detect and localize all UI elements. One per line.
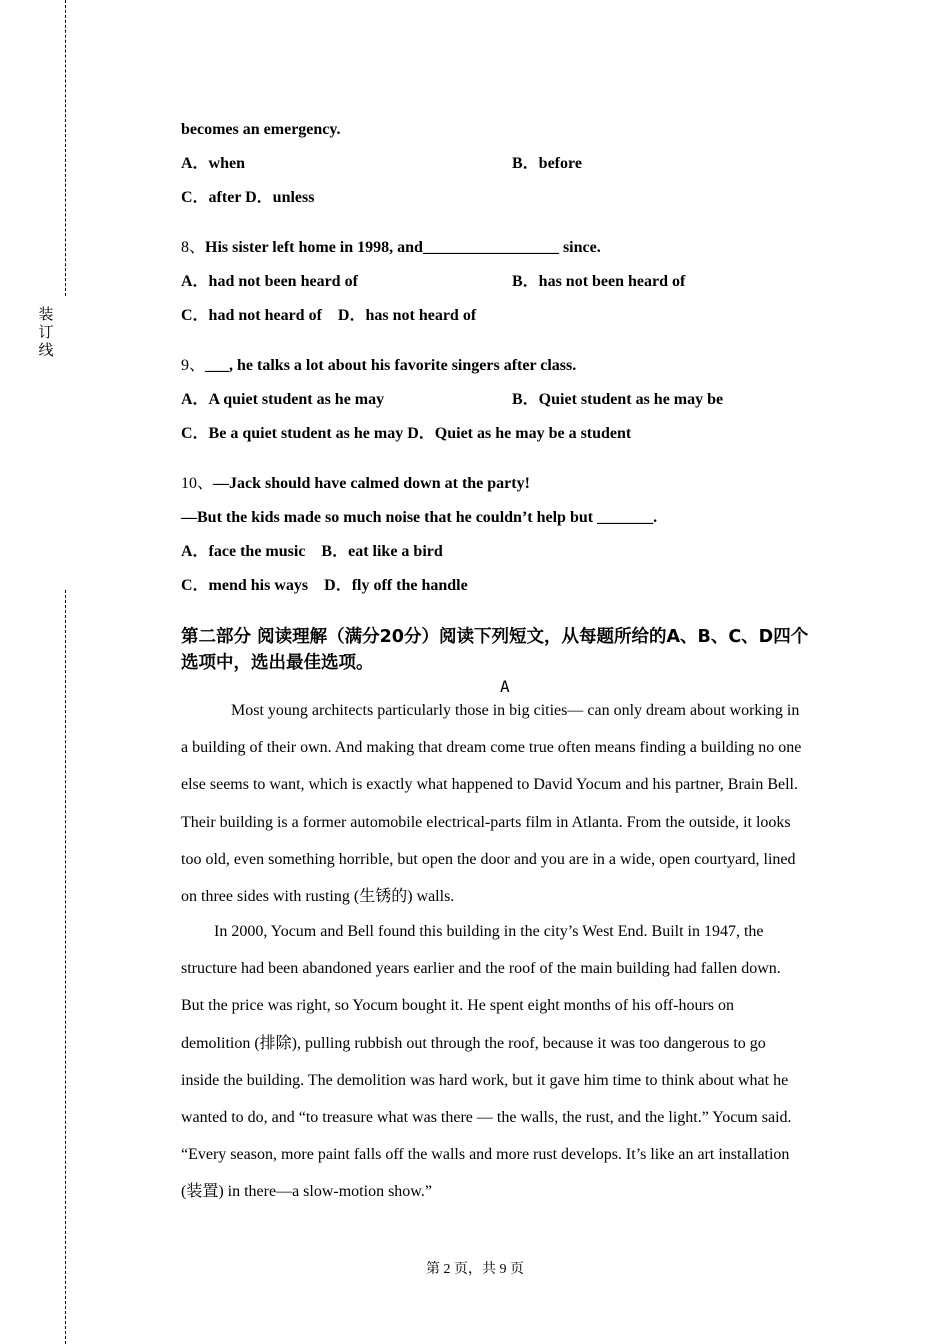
passage-line: In 2000, Yocum and Bell found this building in the city’s West End. Built in 1947, the — [214, 923, 764, 940]
q8-option-b[interactable]: B．has not been heard of — [512, 273, 686, 290]
page-footer: 第 2 页，共 9 页 — [426, 1262, 524, 1277]
passage-paragraph-2 — [181, 913, 841, 1211]
q10-number: 10、 — [181, 475, 214, 492]
passage-line: a building of their own. And making that dream come true often means finding a building no one — [181, 739, 802, 757]
q9-stem — [181, 356, 576, 376]
passage-line: Their building is a former automobile electrical-parts film in Atlanta. From the outside, it looks — [181, 813, 791, 831]
q9-stem-text: ___, he talks a lot about his favorite singers after class. — [205, 357, 577, 374]
binding-dashed-line-top — [65, 0, 66, 296]
q10-option-c[interactable]: C．mend his ways — [181, 577, 309, 594]
q7-stem-tail: becomes an emergency. — [181, 121, 341, 138]
q10-option-a[interactable]: A．face the music — [181, 543, 306, 560]
q9-options-ab — [181, 390, 724, 410]
passage-line: too old, even something horrible, but open the door and you are in a wide, open courtyard, lined — [181, 850, 796, 868]
passage-line: wanted to do, and “to treasure what was there — the walls, the rust, and the light.” Yocum said. — [181, 1109, 792, 1127]
binding-label — [37, 305, 55, 359]
q7-options-ab — [181, 154, 582, 174]
q9-options-cd[interactable]: C．Be a quiet student as he may D．Quiet as he may be a student — [181, 425, 632, 442]
passage-line: demolition (排除), pulling rubbish out through the roof, because it was too dangerous to go — [181, 1034, 766, 1052]
passage-line: (装置) in there—a slow-motion show.” — [181, 1183, 432, 1201]
q8-option-a[interactable]: A．had not been heard of — [181, 273, 358, 290]
q10-option-d[interactable]: D．fly off the handle — [324, 577, 468, 594]
passage-line: else seems to want, which is exactly what happened to David Yocum and his partner, Brain Bell. — [181, 776, 798, 794]
q8-stem-text: His sister left home in 1998, and_________________ since. — [205, 239, 601, 256]
q9-option-a[interactable]: A．A quiet student as he may — [181, 391, 385, 408]
passage-line: But the price was right, so Yocum bought it. He spent eight months of his off-hours on — [181, 997, 734, 1015]
q9-number: 9、 — [181, 357, 206, 374]
section-title — [181, 624, 841, 676]
q7-option-a[interactable]: A．when — [181, 155, 246, 172]
q8-number: 8、 — [181, 239, 206, 256]
q7-options-cd[interactable]: C．after D．unless — [181, 189, 315, 206]
section-title-line-2: 选项中，选出最佳选项。 — [181, 653, 374, 673]
passage-paragraph-1 — [181, 692, 841, 915]
binding-dashed-line-bottom — [65, 590, 66, 1344]
q8-stem — [181, 238, 601, 258]
passage-label: A — [500, 677, 510, 696]
passage-line: Most young architects particularly those in big cities— can only dream about working in — [231, 702, 800, 719]
binding-char: 线 — [38, 341, 54, 359]
section-title-line-1: 第二部分 阅读理解（满分20分）阅读下列短文，从每题所给的A、B、C、D四个 — [181, 627, 809, 647]
q8-option-c[interactable]: C．had not heard of — [181, 307, 322, 324]
passage-line: “Every season, more paint falls off the walls and more rust develops. It’s like an art installation — [181, 1146, 790, 1164]
q10-option-b[interactable]: B．eat like a bird — [321, 543, 443, 560]
q10-stem-reply: —But the kids made so much noise that he couldn’t help but _______. — [181, 509, 658, 526]
passage-line: on three sides with rusting (生锈的) walls. — [181, 888, 455, 906]
passage-line: structure had been abandoned years earlier and the roof of the main building had fallen down. — [181, 960, 781, 978]
q8-options-ab — [181, 272, 686, 292]
q10-stem-text: —Jack should have calmed down at the party! — [213, 475, 530, 492]
binding-char: 装 — [38, 305, 54, 323]
q10-options-cd — [181, 576, 468, 596]
q8-options-cd — [181, 306, 476, 326]
q8-option-d[interactable]: D．has not heard of — [337, 307, 477, 324]
q7-option-b[interactable]: B．before — [512, 155, 582, 172]
q9-option-b[interactable]: B．Quiet student as he may be — [512, 391, 724, 408]
binding-char: 订 — [38, 323, 54, 341]
passage-line: inside the building. The demolition was hard work, but it gave him time to think about what he — [181, 1071, 789, 1089]
q10-options-ab — [181, 542, 443, 562]
q10-stem — [181, 474, 530, 494]
